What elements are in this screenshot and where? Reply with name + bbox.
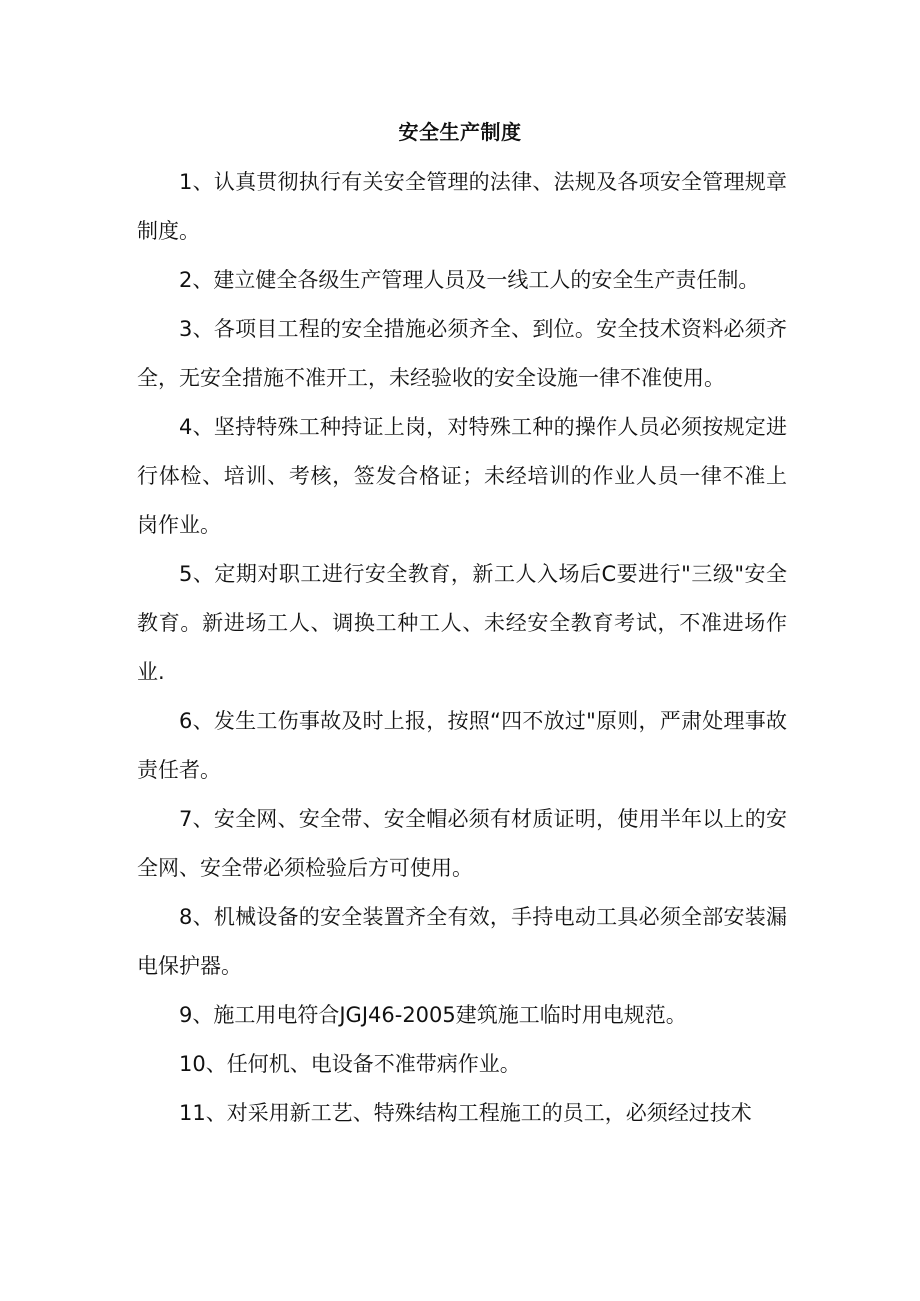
rule-paragraph-3: 3、各项目工程的安全措施必须齐全、到位。安全技术资料必须齐全，无安全措施不准开工，未经验收的安全设施一律不准使用。 (137, 317, 787, 390)
rule-paragraph-2: 2、建立健全各级生产管理人员及一线工人的安全生产责任制。 (179, 268, 760, 292)
rule-paragraph-7: 7、安全网、安全带、安全帽必须有材质证明，使用半年以上的安全网、安全带必须检验后方可使用。 (137, 807, 787, 880)
rule-paragraph-10: 10、任何机、电设备不准带病作业。 (179, 1052, 521, 1076)
rule-paragraph-1: 1、认真贯彻执行有关安全管理的法律、法规及各项安全管理规章制度。 (137, 170, 787, 243)
rule-paragraph-6: 6、发生工伤事故及时上报，按照“四不放过"原则，严肃处理事故责任者。 (137, 709, 787, 782)
rule-paragraph-5: 5、定期对职工进行安全教育，新工人入场后C要进行"三级"安全教育。新进场工人、调换工种工人、未经安全教育考试，不准进场作业. (137, 562, 787, 684)
rule-paragraph-9: 9、施工用电符合JGJ46-2005建筑施工临时用电规范。 (179, 1003, 687, 1027)
document-title: 安全生产制度 (398, 120, 522, 144)
rule-paragraph-8: 8、机械设备的安全装置齐全有效，手持电动工具必须全部安装漏电保护器。 (137, 905, 787, 978)
rule-paragraph-11: 11、对采用新工艺、特殊结构工程施工的员工，必须经过技术 (179, 1101, 752, 1125)
rule-paragraph-4: 4、坚持特殊工种持证上岗，对特殊工种的操作人员必须按规定进行体检、培训、考核，签发合格证；未经培训的作业人员一律不准上岗作业。 (137, 415, 787, 537)
